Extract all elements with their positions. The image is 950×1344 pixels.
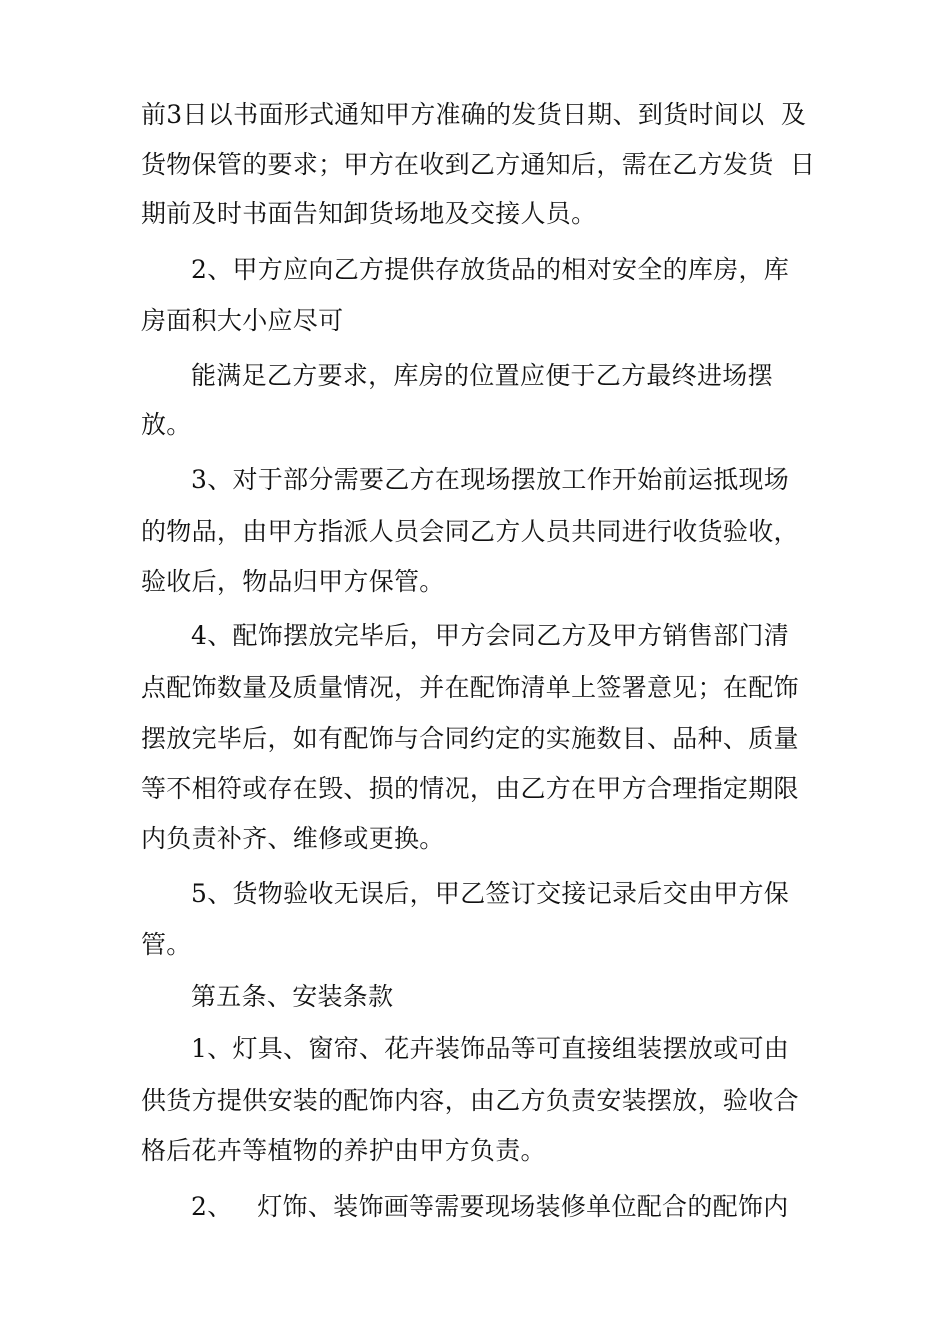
paragraph-start-line: 1、灯具、窗帘、花卉装饰品等可直接组装摆放或可由 [191,1034,790,1063]
text-line: 等不相符或存在毁、损的情况，由乙方在甲方合理指定期限 [141,774,799,803]
text-line: 格后花卉等植物的养护由甲方负责。 [141,1136,546,1165]
text-line: 内负责补齐、维修或更换。 [141,824,445,853]
paragraph-start-line: 能满足乙方要求，库房的位置应便于乙方最终进场摆 [191,361,773,390]
text-line: 验收后，物品归甲方保管。 [141,567,445,596]
text-line: 供货方提供安装的配饰内容，由乙方负责安装摆放，验收合 [141,1086,799,1115]
section-heading: 第五条、安装条款 [191,982,394,1011]
paragraph-start-line: 5、货物验收无误后，甲乙签订交接记录后交由甲方保 [191,879,790,908]
text-line: 摆放完毕后，如有配饰与合同约定的实施数目、品种、质量 [141,724,799,753]
text-line: 期前及时书面告知卸货场地及交接人员。 [141,199,597,228]
paragraph-start-line: 2、甲方应向乙方提供存放货品的相对安全的库房，库 [191,255,790,284]
paragraph-start-line: 2、 灯饰、装饰画等需要现场装修单位配合的配饰内 [191,1192,789,1221]
text-line: 房面积大小应尽可 [141,306,344,335]
paragraph-start-line: 4、配饰摆放完毕后，甲方会同乙方及甲方销售部门清 [191,621,790,650]
paragraph-start-line: 3、对于部分需要乙方在现场摆放工作开始前运抵现场 [191,465,790,494]
text-line: 点配饰数量及质量情况，并在配饰清单上签署意见；在配饰 [141,673,799,702]
text-line: 管。 [141,930,192,959]
text-line: 放。 [141,410,192,439]
text-line: 前3日以书面形式通知甲方准确的发货日期、到货时间以 及 [141,100,807,129]
text-line: 的物品，由甲方指派人员会同乙方人员共同进行收货验收， [141,517,799,546]
text-line: 货物保管的要求；甲方在收到乙方通知后，需在乙方发货 日 [141,150,816,179]
